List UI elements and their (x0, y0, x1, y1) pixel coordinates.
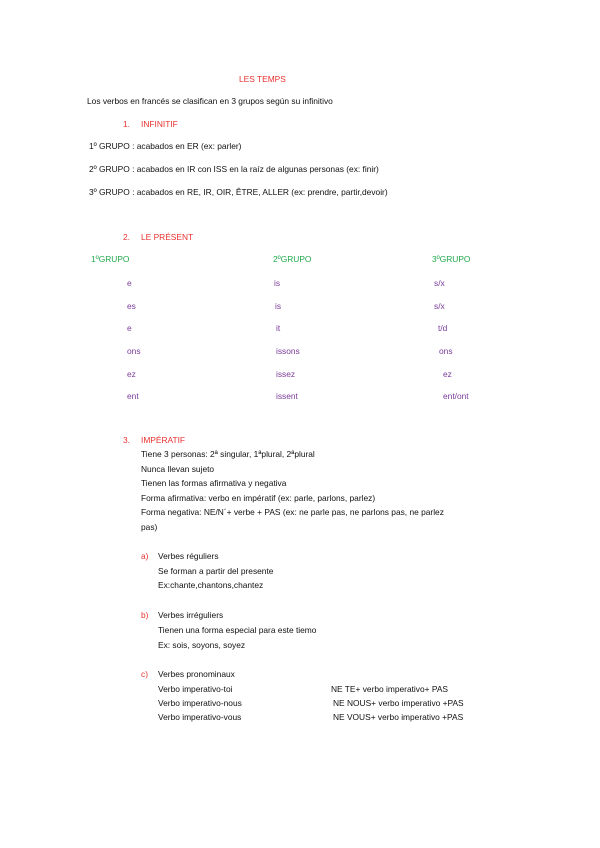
section1-line: 3º GRUPO : acabados en RE, IR, OIR, ÊTRE, ALLER (ex: prendre, partir,devoir) (89, 187, 388, 197)
section1-line: 1º GRUPO : acabados en ER (ex: parler) (89, 141, 242, 151)
ending-group3: s/x (434, 301, 445, 311)
ending-group1: ons (127, 346, 141, 356)
section3-line: Forma negativa: NE/N´+ verbe + PAS (ex: ne parle pas, ne parlons pas, ne parlez (141, 507, 444, 517)
section2-number: 2. (123, 232, 130, 242)
ending-group1: ent (127, 391, 139, 401)
section2-heading: LE PRÉSENT (141, 232, 194, 242)
section3-line: Forma afirmativa: verbo en impératif (ex: parle, parlons, parlez) (141, 493, 376, 503)
pronominal-form: Verbo imperativo-nous (158, 698, 242, 708)
ending-group3: s/x (434, 278, 445, 288)
ending-group1: e (127, 278, 132, 288)
sub-b-letter: b) (141, 610, 149, 620)
ending-group2: issent (276, 391, 298, 401)
ending-group3: ez (443, 369, 452, 379)
pronominal-form: Verbo imperativo-vous (158, 712, 242, 722)
pronominal-negative: NE VOUS+ verbo imperativo +PAS (333, 712, 464, 722)
sub-b-line: Ex: sois, soyons, soyez (158, 640, 246, 650)
section3-line: Nunca llevan sujeto (141, 464, 215, 474)
ending-group3: t/d (438, 323, 448, 333)
section3-line: Tienen las formas afirmativa y negativa (141, 478, 287, 488)
sub-c-letter: c) (141, 669, 148, 679)
sub-a-line: Se forman a partir del presente (158, 566, 274, 576)
ending-group3: ent/ont (443, 391, 469, 401)
table-header-group2: 2ºGRUPO (273, 254, 312, 264)
sub-b-heading: Verbes irréguliers (158, 610, 224, 620)
section1-number: 1. (123, 119, 130, 129)
ending-group1: e (127, 323, 132, 333)
table-header-group3: 3ºGRUPO (432, 254, 471, 264)
sub-c-heading: Verbes pronominaux (158, 669, 235, 679)
pronominal-form: Verbo imperativo-toi (158, 684, 233, 694)
section3-line: pas) (141, 522, 158, 532)
section3-heading: IMPÉRATIF (141, 435, 186, 445)
pronominal-negative: NE NOUS+ verbo imperativo +PAS (333, 698, 464, 708)
ending-group3: ons (439, 346, 453, 356)
sub-a-line: Ex:chante,chantons,chantez (158, 580, 264, 590)
sub-a-letter: a) (141, 551, 149, 561)
ending-group2: is (274, 278, 281, 288)
ending-group1: ez (127, 369, 136, 379)
section1-heading: INFINITIF (141, 119, 178, 129)
ending-group2: it (276, 323, 281, 333)
section3-line: Tiene 3 personas: 2ª singular, 1ªplural, 2ªplural (141, 449, 315, 459)
intro-text: Los verbos en francés se clasifican en 3 grupos según su infinitivo (87, 96, 333, 106)
sub-a-heading: Verbes réguliers (158, 551, 219, 561)
page-title: LES TEMPS (239, 74, 286, 84)
ending-group1: es (127, 301, 136, 311)
ending-group2: issons (276, 346, 300, 356)
pronominal-negative: NE TE+ verbo imperativo+ PAS (331, 684, 448, 694)
sub-b-line: Tienen una forma especial para este tiemo (158, 625, 317, 635)
table-header-group1: 1ºGRUPO (91, 254, 130, 264)
ending-group2: issez (276, 369, 296, 379)
section3-number: 3. (123, 435, 130, 445)
ending-group2: is (275, 301, 282, 311)
section1-line: 2º GRUPO : acabados en IR con ISS en la raíz de algunas personas (ex: finir) (89, 164, 379, 174)
